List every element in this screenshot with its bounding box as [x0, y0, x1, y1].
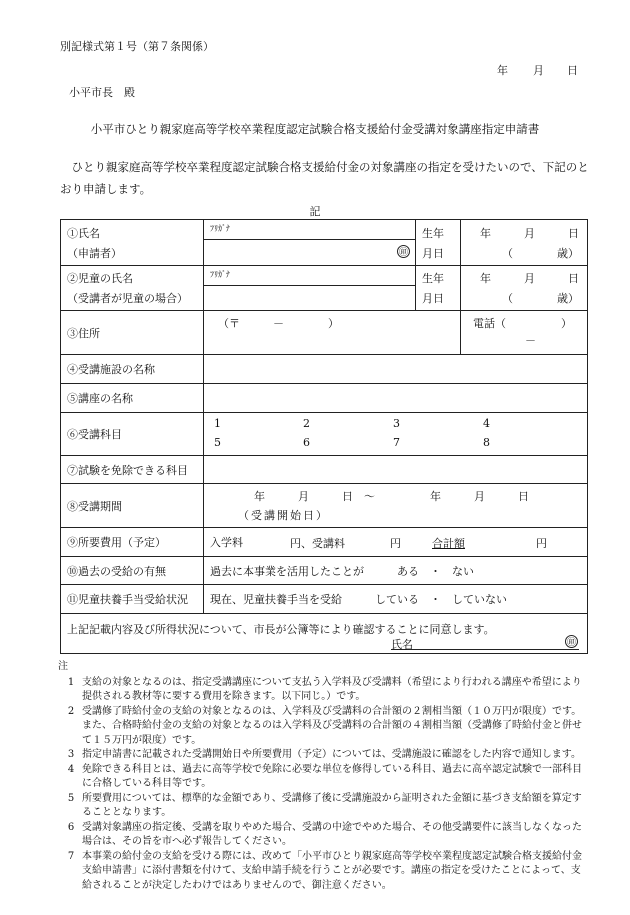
applicant-sub-label: （申請者）: [67, 246, 122, 260]
subject-num-6: 6: [303, 436, 310, 449]
row-applicant: [61, 220, 588, 266]
exempt-field[interactable]: [204, 456, 588, 484]
period-field[interactable]: [204, 484, 588, 528]
note-item: [60, 792, 590, 821]
subjects-label: ⑥受講科目: [61, 413, 204, 456]
support-label: ⑪児童扶養手当受給状況: [61, 585, 204, 614]
course-field[interactable]: [204, 384, 588, 413]
notes-list: [60, 676, 590, 894]
address-label: ③住所: [61, 311, 204, 355]
row-past-receipt: [61, 557, 588, 585]
facility-label: ④受講施設の名称: [61, 355, 204, 384]
note-text: 支給の対象となるのは、指定受講講座について支払う入学料及び受講料（希望により行われる講座や希望により提供される教材等に要する費用を除きます。以下同じ。）です。: [82, 676, 582, 702]
consent-text: 上記記載内容及び所得状況について、市長が公簿等により確認することに同意します。: [67, 623, 495, 636]
row-address: [61, 311, 588, 355]
child-name-field[interactable]: [204, 266, 416, 311]
period-label: ⑧受講期間: [61, 484, 204, 528]
row-course: [61, 384, 588, 413]
note-number: 3: [67, 749, 75, 760]
applicant-label: ①氏名: [67, 226, 100, 240]
note-text: 免除できる科目とは、過去に高等学校で免除に必要な単位を修得している科目、過去に高卒認定試験で一部科目に合格している科目等です。: [82, 763, 582, 789]
subject-num-5: 5: [214, 436, 221, 449]
addressee: 小平市長 殿: [69, 86, 135, 99]
child-label: ②児童の氏名: [67, 272, 133, 285]
child-sub-label: （受講者が児童の場合）: [67, 292, 188, 305]
phone-field[interactable]: [461, 311, 588, 355]
note-item: [60, 821, 590, 850]
subject-num-3: 3: [393, 417, 400, 430]
subject-num-8: 8: [483, 436, 490, 449]
note-number: 6: [67, 821, 75, 833]
row-consent: [61, 614, 588, 654]
child-dob-label-1: 生年: [422, 272, 444, 285]
child-support-field[interactable]: 現在、児童扶養手当を受給 している ・ していない: [204, 585, 588, 614]
phone-dash: －: [525, 334, 536, 347]
dob-ymd: 年 月 日: [480, 226, 579, 240]
applicant-furigana-label: ﾌﾘｶﾞﾅ: [210, 224, 230, 233]
row-subjects: [61, 413, 588, 456]
applicant-label-cell: [61, 220, 204, 266]
subject-num-7: 7: [393, 436, 400, 449]
note-number: 5: [67, 792, 75, 804]
cost-field[interactable]: [204, 528, 588, 557]
seal-mark: ㊞: [397, 245, 410, 258]
row-facility: [61, 355, 588, 384]
child-furigana-label: ﾌﾘｶﾞﾅ: [210, 270, 230, 279]
past-label: ⑩過去の受給の有無: [61, 557, 204, 585]
intro-text: ひとり親家庭高等学校卒業程度認定試験合格支援給付金の対象講座の指定を受けたいので、下記のとおり申請します。: [60, 160, 589, 196]
signature-line[interactable]: [391, 637, 579, 650]
document-title: 小平市ひとり親家庭高等学校卒業程度認定試験合格支援給付金受講対象講座指定申請書: [90, 122, 540, 136]
note-number: 1: [67, 676, 75, 688]
note-text: 受講修了時給付金の支給の対象となるのは、入学料及び受講料の合計額の２割相当額（１０万円が限度）です。また、合格時給付金の支給の対象となるのは入学料及び受講料の合計額の４割相当額（受講修了時給付金と併せて１５万円が限度）です。: [82, 705, 582, 746]
date-year: 年: [497, 64, 508, 77]
cost-total-label: 合計額: [432, 537, 465, 550]
exempt-label: ⑦試験を免除できる科目: [61, 456, 204, 484]
note-item: [60, 850, 590, 894]
row-exempt: [61, 456, 588, 484]
period-note: （受講開始日）: [238, 508, 329, 522]
note-item: [60, 705, 590, 749]
child-dob-field[interactable]: [461, 266, 588, 311]
note-number: 4: [67, 763, 75, 775]
dob-label-2: 月日: [422, 246, 444, 260]
notes-heading: 注: [58, 661, 68, 672]
signature-label: 氏名: [391, 638, 413, 651]
note-text: 所要費用については、標準的な金額であり、受講修了後に受講施設から証明された金額に基づき支給額を算定することとなります。: [82, 792, 582, 818]
child-dob-ymd: 年 月 日: [480, 272, 579, 285]
form-reference: 別記様式第１号（第７条関係）: [60, 40, 214, 53]
applicant-name-field[interactable]: [204, 220, 416, 266]
facility-field[interactable]: [204, 355, 588, 384]
cost-yen-1: 円、受講料: [290, 537, 345, 550]
child-dob-label-2: 月日: [422, 292, 444, 305]
note-text: 指定申請書に記載された受講開始日や所要費用（予定）については、受講施設に確認をした内容で通知します。: [82, 749, 581, 760]
child-dob-label-cell: [416, 266, 461, 311]
row-child-support: [61, 585, 588, 614]
address-field[interactable]: [204, 311, 461, 355]
row-period: [61, 484, 588, 528]
signature-seal-mark: ㊞: [565, 635, 578, 648]
note-item: [60, 748, 590, 763]
postal-code-field: （〒 － ）: [218, 317, 339, 330]
dob-label-cell: [416, 220, 461, 266]
consent-cell: [61, 614, 588, 654]
subject-num-4: 4: [483, 417, 490, 430]
ki-heading: 記: [309, 205, 321, 218]
note-text: 本事業の給付金の支給を受ける際には、改めて「小平市ひとり親家庭高等学校卒業程度認定試験合格支援給付金支給申請書」に添付書類を付けて、支給申請手続を行うことが必要です。講座の指定を受けたことによって、支給されることが決定したわけではありませんので、御注意ください。: [82, 850, 582, 891]
period-value: 年 月 日 ～ 年 月 日: [254, 489, 529, 503]
applicant-dob-field[interactable]: [461, 220, 588, 266]
child-label-cell: [61, 266, 204, 311]
date-day: 日: [567, 64, 578, 77]
row-child: [61, 266, 588, 311]
cost-entry-label: 入学料: [210, 536, 243, 549]
age-field: （ 歳）: [502, 246, 579, 260]
subject-num-2: 2: [303, 417, 310, 430]
application-form-table: [60, 219, 588, 654]
cost-yen-3: 円: [536, 537, 547, 550]
note-item: [60, 676, 590, 705]
subjects-field[interactable]: [204, 413, 588, 456]
note-text: 受講対象講座の指定後、受講を取りやめた場合、受講の中途でやめた場合、その他受講要件に該当しなくなった場合は、その旨を市へ必ず報告してください。: [82, 821, 582, 847]
course-label: ⑤講座の名称: [61, 384, 204, 413]
phone-label: 電話（ ）: [473, 317, 572, 330]
child-age-field: （ 歳）: [502, 292, 579, 305]
cost-label: ⑨所要費用（予定）: [61, 528, 204, 557]
note-number: 2: [67, 705, 75, 717]
row-cost: [61, 528, 588, 557]
cost-yen-2: 円: [390, 537, 401, 550]
dob-label-1: 生年: [422, 226, 444, 240]
note-number: 7: [67, 850, 75, 862]
subject-num-1: 1: [214, 417, 221, 430]
notes-section: [60, 660, 590, 893]
note-item: [60, 763, 590, 792]
past-receipt-field[interactable]: 過去に本事業を活用したことが ある ・ ない: [204, 557, 588, 585]
date-month: 月: [533, 64, 544, 77]
